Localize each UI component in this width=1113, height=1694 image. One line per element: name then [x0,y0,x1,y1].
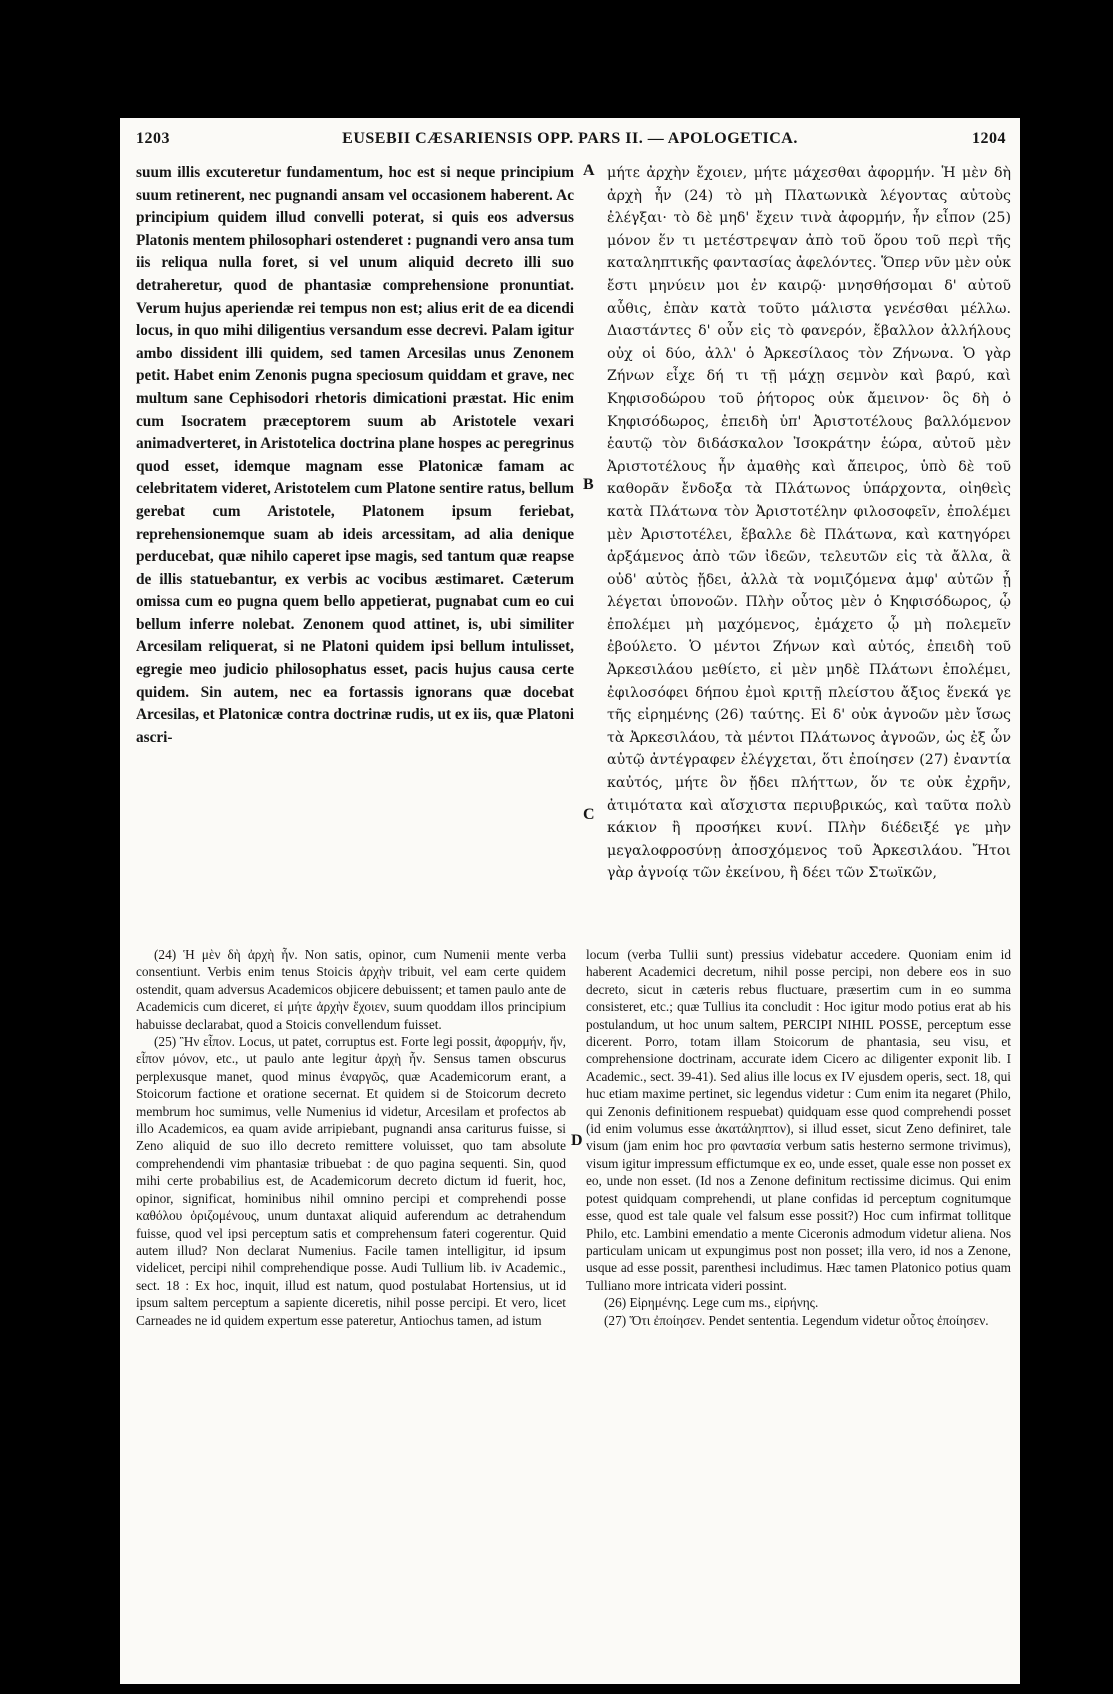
page-number-left: 1203 [136,130,170,147]
footnote-26: (26) Εἰρημένης. Lege cum ms., εἰρήνης. [604,1295,819,1311]
margin-marker-b: B [583,476,594,493]
scanned-page [120,118,1020,1684]
footnote-25: (25) Ἣν εἶπον. Locus, ut patet, corruptus est. Forte legi possit, ἀφορμήν, ἥν, εἶπον μόνον, etc., ut paulo ante legitur ἀρχὴ ἦν. Sensus tamen obscurus perplexusque manet, quod minus ἐναργῶς, quæ Academicorum erant, a Stoicorum factione et oratione secernat. Et quidem si de Stoicorum decreto membrum hoc sumimus, velle Numenius id videtur, Arcesilam et profectos ab illo Academicos, ea quam avide arripiebant, pugnandi ansa cariturus fuisse, si Zeno aliquid de suo illo decreto remittere voluisset, quo tam absolute comprehendendi vim phantasiæ tribuebat : de quo pagina sequenti. Sin, quod mihi certe probabilius est, de Academicorum decreto dictum id fuerit, hoc, opinor, significat, hominibus nihil omnino percipi et comprehendi posse καθόλου ὁριζομένους, unum duntaxat aliquid auferendum ac detrahendum fuisse, quod vel ipsi perceptum satis et comprehensum fateri cogerentur. Quid autem illud? Non declarat Numenius. Facile tamen intelligitur, id ipsum videlicet, percipi nihil comprehendique posse. Audi Tullium lib. iv Academic., sect. 18 : Ex hoc, inquit, illud est natum, quod postulabat Hortensius, ut id ipsum saltem perceptum a sapiente diceretis, nihil posse percipi. Et vero, licet Carneades ne id quidem expertum esse pateretur, Antiochus tamen, ad istum [136,1034,566,1328]
footnote-24: (24) Ἡ μὲν δὴ ἀρχὴ ἦν. Non satis, opinor, cum Numenii mente verba consentiunt. Verbis enim tenus Stoicis ἀρχὴν tribuit, vel eam certe quidem ostendit, quam adversus Academicos objicere debuissent; et tamen paulo ante de Academicis cum diceret, εἰ μήτε ἀρχὴν ἔχοιεν, suum quoddam illos principium habuisse declarabat, quod a Stoicis convellendum fuisset. [136,947,566,1032]
footnotes-left-column [136,946,566,1329]
margin-marker-a: A [583,162,595,179]
footnote-25-continued: locum (verba Tullii sunt) pressius videbatur accedere. Quoniam enim id haberent Academici decretum, nihil posse percipi, non debere eos in suo decreto, sicut in cæteris rebus fluctuare, præsertim cum in eo summa consisteret, etc.; quæ Tullius ita concludit : Hoc igitur modo potius erat ab his postulandum, ut hoc unum saltem, PERCIPI NIHIL POSSE, perceptum esse dicerent. Porro, totam illam Stoicorum de phantasia, seu visu, et comprehensione doctrinam, accurate idem Cicero ac diligenter exponit lib. I Academic., sect. 39-41). Sed alius ille locus ex IV ejusdem operis, sect. 18, qui huc etiam maxime pertinet, sic legendus videtur : Cum enim ita negaret (Philo, qui Zenonis definitionem respuebat) quidquam esse quod comprehendi posset (id enim volumus esse ἀκατάληπτον), si illud esset, sicut Zeno definiret, tale visum (jam enim hoc pro φαντασία verbum satis hesterno sermone trivimus), visum igitur impressum effictumque ex eo, unde esset, quale esse non posset ex eo, unde non esset. (Id nos a Zenone definitum rectissime dicimus. Qui enim potest quidquam comprehendi, ut plane confidas id perceptum cognitumque esse, quod est tale quale vel falsum esse possit?) Hoc cum infirmat tollitque Philo, etc. Lambini emendatio a mente Ciceronis admodum videtur aliena. Nos particulam unicam ut expungimus post non posset; illa vero, id nos a Zenone, usque ad esse possit, parenthesi includimus. Hæc tamen Platonico potius quam Tulliano more intricata videri possint. [586,947,1011,1293]
running-title: EUSEBII CÆSARIENSIS OPP. PARS II. — APOLOGETICA. [342,130,798,147]
greek-text-column: μήτε ἀρχὴν ἔχοιεν, μήτε μάχεσθαι ἀφορμήν. Ἡ μὲν δὴ ἀρχὴ ἦν (24) τὸ μὴ Πλατωνικὰ λέγοντας αὐτοὺς ἐλέγξαι· τὸ δὲ μηδ' ἔχειν τινὰ ἀφορμήν, ἦν εἶπον (25) μόνον ἕν τι μετέστρεψαν ἀπὸ τοῦ ὅρου τοῦ περὶ τῆς καταληπτικῆς φαντασίας ἀφελόντες. Ὅπερ νῦν μὲν οὐκ ἔστι μηνύειν μοι ἐν καιρῷ· μνησθήσομαι δ' αὐτοῦ αὖθις, ἐπὰν κατὰ τοῦτο μάλιστα γενέσθαι μέλλω. Διαστάντες δ' οὖν εἰς τὸ φανερόν, ἔβαλλον ἀλλήλους οὐχ οἱ δύο, ἀλλ' ὁ Ἀρκεσίλαος τὸν Ζήνωνα. Ὁ γὰρ Ζήνων εἶχε δή τι τῇ μάχῃ σεμνὸν καὶ βαρύ, καὶ Κηφισοδώρου τοῦ ῥήτορος οὐκ ἄμεινον· ὃς δὴ ὁ Κηφισόδωρος, ἐπειδὴ ὑπ' Ἀριστοτέλους βαλλόμενον ἑαυτῷ τὸν διδάσκαλον Ἰσοκράτην ἑώρα, αὐτοῦ μὲν Ἀριστοτέλους ἦν ἀμαθὴς καὶ ἄπειρος, ὑπὸ δὲ τοῦ καθορᾶν ἔνδοξα τὰ Πλάτωνος ὑπάρχοντα, οἰηθεὶς κατὰ Πλάτωνα τὸν Ἀριστοτέλην φιλοσοφεῖν, ἐπολέμει μὲν Ἀριστοτέλει, ἔβαλλε δὲ Πλάτωνα, καὶ κατηγόρει ἀρξάμενος ἀπὸ τῶν ἰδεῶν, τελευτῶν εἰς τὰ ἄλλα, ἃ οὐδ' αὐτὸς ᾔδει, ἀλλὰ τὰ νομιζόμενα ἀμφ' αὐτῶν ᾗ λέγεται ὑπονοῶν. Πλὴν οὗτος μὲν ὁ Κηφισόδωρος, ᾧ ἐπολέμει μὴ μαχόμενος, ἐμάχετο ᾧ μὴ πολεμεῖν ἐβούλετο. Ὁ μέντοι Ζήνων καὶ αὐτός, ἐπειδὴ τοῦ Ἀρκεσιλάου μεθίετο, εἰ μὲν μηδὲ Πλάτωνι ἐπολέμει, ἐφιλοσόφει δήπου ἐμοὶ κριτῇ πλείστου ἄξιος ἕνεκά γε τῆς εἰρημένης (26) ταύτης. Εἰ δ' οὐκ ἀγνοῶν μὲν ἴσως τὰ Ἀρκεσιλάου, τὰ μέντοι Πλάτωνος ἀγνοῶν, ὡς ἐξ ὧν αὐτῷ ἀντέγραφεν ἐλέγχεται, ὅτι ἐποίησεν (27) ἐναντία καὐτός, μήτε ὃν ᾔδει πλήττων, ὅν τε οὐκ ἐχρῆν, ἀτιμότατα καὶ αἴσχιστα περιυβρικώς, καὶ ταῦτα πολὺ κάκιον ἢ προσήκει κυνί. Πλὴν διέδειξέ γε μὴν μεγαλοφροσύνῃ ἀποσχόμενος τοῦ Ἀρκεσιλάου. Ἤτοι γὰρ ἀγνοίᾳ τῶν ἐκείνου, ἢ δέει τῶν Στωϊκῶν, [607,165,1011,882]
page-number-right: 1204 [972,130,1006,147]
margin-marker-c: C [583,806,595,823]
running-header [120,130,1020,156]
latin-translation-column: suum illis excuteretur fundamentum, hoc est si neque principium suum retinerent, nec pugnandi ansam vel occasionem haberent. Ac principium quidem illud convelli poterat, si quis eos adversus Platonis mentem philosophari ostenderet : pugnandi vero ansa tum iis reliqua nulla foret, si vel unum aliquid decreto illi suo detraheretur, quod de phantasiæ comprehensione pronuntiat. Verum hujus aperiendæ rei tempus non est; alius erit de ea dicendi locus, in quo mihi diligentius versandum esse decrevi. Palam igitur ambo dissident illi quidem, sed tamen Arcesilas unus Zenonem petit. Habet enim Zenonis pugna speciosum quiddam et grave, nec multum sane Cephisodori rhetoris dimicationi præstat. Hic enim cum Isocratem præceptorem suum ab Aristotele vexari animadverteret, in Aristotelica doctrina plane hospes ac peregrinus quod esset, idemque magnam esse Platonicæ famam ac celebritatem videret, Aristotelem cum Platone sentire ratus, bellum gerebat cum Aristotele, Platonem ipsum feriebat, reprehensionemque suam ab ideis arcessitam, ad alia denique perducebat, quæ nihilo caperet ipse magis, sed tantum quæ reapse de illis statuebantur, ex verbis ac vocibus æstimaret. Cæterum omissa cum eo pugna quem bello appetierat, pugnabat cum eo cui bellum inferre nolebat. Zenonem quod attinet, is, ubi similiter Arcesilam reliquerat, si ne Platoni quidem ipsi bellum intulisset, egregie meo judicio philosophatus esset, pacis hujus causa certe quidem. Sin autem, nec ea fortassis ignorans quæ docebat Arcesilas, et Platonicæ contra doctrinæ rudis, ut ex iis, quæ Platoni ascri- [136,164,574,746]
footnotes-right-column [586,946,1011,1329]
footnote-27: (27) Ὅτι ἐποίησεν. Pendet sententia. Legendum videtur οὗτος ἐποίησεν. [604,1312,989,1328]
margin-marker-d: D [571,1132,583,1149]
